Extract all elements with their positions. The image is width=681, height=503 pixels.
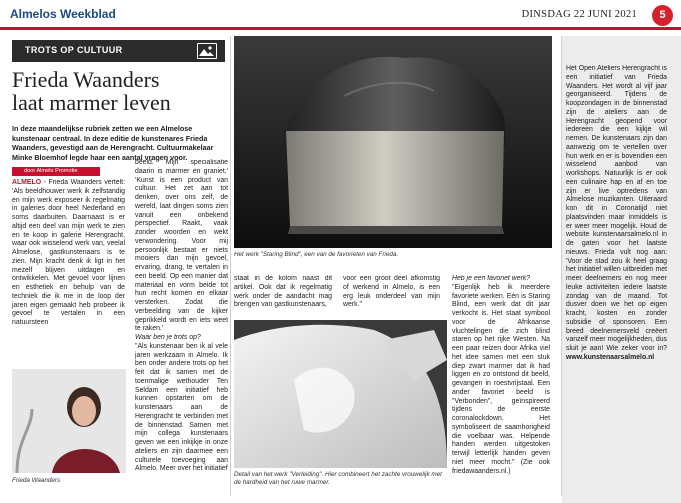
photo-caption: Detail van het werk "Verleiding". Hier combineert het zachte vrouwelijk met de hardheid van het ruwe marmer.	[234, 471, 442, 486]
article-column-2	[135, 159, 228, 489]
photo-staring-blind	[234, 36, 552, 248]
page-number-badge: 5	[652, 5, 673, 26]
article-column-5	[452, 275, 550, 490]
photo-verleiding	[234, 320, 447, 468]
section-header	[12, 40, 225, 62]
dateline: ALMELO	[12, 179, 42, 186]
column-divider	[561, 36, 562, 496]
byline-badge: door Almelo Promotie	[12, 167, 100, 176]
interview-question: Waar ben je trots op?	[135, 334, 201, 341]
article-lead: In deze maandelijkse rubriek zetten we een Almelose kunstenaar centraal. In deze editie de kunstenares Frieda Waanders, gevestigd aan de Herengracht. Cultuurmakelaar Minke Bloemhof legde haar een aantal vragen voor.	[12, 124, 214, 162]
issue-date: DINSDAG 22 JUNI 2021	[521, 9, 637, 20]
article-column-1	[12, 179, 125, 367]
masthead	[0, 0, 681, 30]
photo-caption: Frieda Waanders	[12, 477, 61, 484]
sidebar-website: www.kunstenaarsalmelo.nl	[566, 353, 655, 361]
sidebar-text: Het Open Ateliers Herengracht is een initiatief van Frieda Waanders. Het wordt al vijf jaar georganiseerd. Tijdens de koopzondagen in de binnenstad zijn de ateliers aan de Herengracht geopend voor iedereen die een kijkje wil nemen. De kunstenaars zijn dan aanwezig om te vertellen over hun werk en er is bovendien een wisselend aanbod van workshops. Natuurlijk is er ook een culinaire hap en af en toe zijn er live optredens van Almelose muzikanten. Uiteraard kon dit in Coronatijd niet plaatsvinden maar inmiddels is er weer meer mogelijk. Houd de website kunstenaarsalmelo.nl in de gaten voor het laatste nieuws. Frieda vult nog aan: 'Voor de stad zou ik heel graag het initiatief willen uitbreiden met meer deelnemers en nog meer leuke activiteiten iedere laatste zondag van de maand. Tot dusver doen we het op eigen kracht, kosten en zonder subsidie of sponsoren. Een breed deelnemersveld creëert vanzelf meer mogelijkheden, dus sluit je aan! Wie zeker voor in?	[566, 65, 667, 352]
image-icon	[197, 43, 217, 59]
article-column-3	[234, 275, 332, 315]
column-text: beeld. Mijn specialisatie daarin is marmer en graniet.' 'Kunst is een product van cultuur. Het zet aan tot denken, over ons zelf, de wereld, laat dingen soms zien vanuit een onbekend perspectief. Raakt, vaak zonder woorden en wekt verwondering. Voor mij persoonlijk bestaat er niets mooiers dan mijn gevoel, ervaring, drang, te vertalen in een beeld. Op een manier dat materiaal en vorm beide tot hun recht komen en elkaar versterken. Zodat die verbeelding van de kijker geprikkeld wordt en iets weet te raken.'	[135, 159, 228, 333]
column-text: "Als kunstenaar ben ik al vele jaren werkzaam in Almelo. Ik ben onder andere trots op het feit dat ik samen met de toenmalige wethouder Ten Seldam een initiatief heb kunnen opstarten om de kunstenaars aan de Herengracht te verbinden met de binnenstad. Samen met mijn collega kunstenaars geven we een inkijkje in onze ateliers en zijn daarmee een culturele toevoeging aan Almelo. Meer over het initiatief	[135, 342, 228, 473]
headline-line: Frieda Waanders	[12, 67, 160, 92]
headline-line: laat marmer leven	[12, 90, 171, 115]
sidebar-column	[566, 65, 667, 495]
newspaper-name: Almelos Weekblad	[10, 7, 116, 21]
column-text: "Eigenlijk heb ik meerdere favoriete werken. Eén is Staring Blind, een werk dat dit jaar verkocht is. Het staat symbool voor de Afrikaanse vluchtelingen die zich blind staren op het rijke Westen. Na een paar reizen door Afrika viel het idee samen met een stuk diep zwart marmer dat ik had liggen en zo ontstond dit beeld, gevangen in roestvrijstaal. Een ander favoriet beeld is "Verbonden", geïnspireerd tijdens de eerste coronalockdown. Het symboliseert de saamhorigheid die voelbaar was. Helpende handen werden uitgestoken terwijl letterlijk handen geven niet meer mocht." (Zie ook friedawaanders.nl.)	[452, 283, 550, 475]
column-divider	[230, 36, 231, 496]
section-label: TROTS OP CULTUUR	[25, 45, 123, 55]
photo-portrait	[12, 369, 126, 473]
column-text: voor een groot deel afkomstig of werkend in Almelo, is een erg leuk onderdeel van mijn werk."	[343, 275, 440, 309]
article-headline	[12, 68, 227, 114]
column-text: staat in de kolom naast dit artikel. Ook dat ik regelmatig werk onder de aandacht mag brengen van gastkunstenaars,	[234, 275, 332, 309]
column-text: - Frieda Waanders vertelt: 'Als beeldhouwer werk ik zelfstandig en mijn werk exposeer ik regelmatig in galeries door heel Nederland en soms daarbuiten. Daarnaast is er altijd een deel van mijn werk te zien en te koop in galerie Herengracht, waar ook wisselend werk van, veelal Almelose, gastkunstenaars is te zien. Mijn kracht denk ik ligt in het mezelf blijven uitdagen en ontwikkelen. Met gevoel voor lijnen en esthetiek en behulp van de techniek die ik me in de loop der jaren eigen gemaakt heb probeer ik gevoel te vertalen in een natuursteen	[12, 179, 125, 326]
interview-question: Heb je een favoriet werk?	[452, 275, 531, 282]
article-column-4	[343, 275, 440, 315]
photo-caption: Het werk "Staring Blind", een van de favorieten van Frieda.	[234, 251, 399, 258]
